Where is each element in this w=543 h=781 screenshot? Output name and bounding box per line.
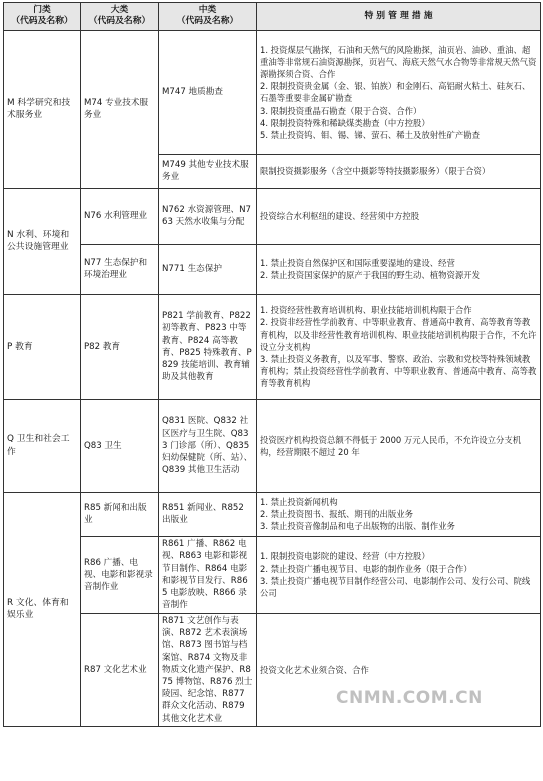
table-row [4,492,541,536]
category-zhong-cell: R861 广播、R862 电视、R863 电影和影视节目制作、R864 电影和影视节目发行、R865 电影放映、R866 录音制作 [159,536,257,613]
category-men-cell: R 文化、体育和娱乐业 [4,492,81,726]
watermark: CNMN.COM.CN [336,688,483,708]
table-row [4,188,541,244]
category-da-cell: M74 专业技术服务业 [81,30,159,188]
measure-line: 2. 禁止投资广播电视节目、电影的制作业务（限于合作） [260,563,472,574]
measure-line: 3. 禁止投资音像制品和电子出版物的出版、制作业务 [260,521,455,532]
category-men-cell: Q 卫生和社会工作 [4,399,81,492]
measure-line: 1. 投资经营性教育培训机构、职业技能培训机构限于合作 [260,305,472,316]
measure-line: 3. 禁止投资广播电视节目制作经营公司、电影制作公司、发行公司、院线公司 [260,575,531,599]
category-men-cell: N 水利、环境和公共设施管理业 [4,188,81,294]
category-zhong-cell: R851 新闻业、R852 出版业 [159,492,257,536]
measure-line: 投资文化艺术业须合资、合作 [260,664,369,675]
header-zhong: 中类 （代码及名称） [159,3,257,31]
category-zhong-cell: N762 水资源管理、N763 天然水收集与分配 [159,188,257,244]
category-da-cell: R87 文化艺术业 [81,613,159,726]
category-zhong-cell: Q831 医院、Q832 社区医疗与卫生院、Q833 门诊部（所）、Q835 妇幼保健院（所、站）、Q839 其他卫生活动 [159,399,257,492]
measure-line: 4. 限制投资特殊和稀缺煤类勘查（中方控股） [260,117,430,128]
category-da-cell: N76 水利管理业 [81,188,159,244]
table-row [4,244,541,294]
measures-cell [257,244,541,294]
header-da: 大类 （代码及名称） [81,3,159,31]
category-da-cell: P82 教育 [81,294,159,399]
measures-cell [257,613,541,726]
category-men-cell: M 科学研究和技术服务业 [4,30,81,188]
category-zhong-cell: M749 其他专业技术服务业 [159,154,257,188]
measure-line: 1. 限制投资电影院的建设、经营（中方控股） [260,551,430,562]
measure-line: 投资医疗机构投资总额不得低于 2000 万元人民币，不允许设立分支机构，经营期限不超过 20 年 [260,434,522,457]
category-zhong-cell: N771 生态保护 [159,244,257,294]
category-zhong-cell: R871 文艺创作与表演、R872 艺术表演场馆、R873 图书馆与档案馆、R874 文物及非物质文化遗产保护、R875 博物馆、R876 烈士陵园、纪念馆、R877 群众文化活动、R879 其他文化艺术业 [159,613,257,726]
category-zhong-cell: M747 地质勘查 [159,30,257,154]
measures-cell [257,154,541,188]
measure-line: 2. 禁止投资国家保护的原产于我国的野生动、植物资源开发 [260,270,481,281]
measure-line: 2. 限制投资贵金属（金、银、铂族）和金刚石、高铝耐火粘土、硅灰石、石墨等重要非金属矿勘查 [260,81,531,104]
measures-cell [257,536,541,613]
measure-line: 1. 投资煤层气勘探，石油和天然气的风险勘探，油页岩、油砂、重油、超重油等非常规石油资源勘探，页岩气、海底天然气水合物等非常规天然气资源勘探须合资、合作 [260,44,537,79]
table-row [4,30,541,154]
table-row [4,399,541,492]
measure-line: 3. 限制投资重晶石勘查（限于合资、合作） [260,105,422,116]
category-zhong-cell: P821 学前教育、P822 初等教育、P823 中等教育、P824 高等教育、P825 特殊教育、P829 技能培训、教育辅助及其他教育 [159,294,257,399]
table-row [4,294,541,399]
measure-line: 2. 禁止投资图书、报纸、期刊的出版业务 [260,509,414,520]
measure-line: 3. 禁止投资义务教育，以及军事、警察、政治、宗教和党校等特殊领域教育机构；禁止投资经营性学前教育、中等职业教育、普通高中教育、高等教育等教育机构 [260,353,537,389]
measure-line: 1. 禁止投资新闻机构 [260,497,338,508]
table-row [4,536,541,613]
measure-line: 限制投资摄影服务（含空中摄影等特技摄影服务）（限于合资） [260,166,491,177]
category-da-cell: R86 广播、电视、电影和影视录音制作业 [81,536,159,613]
category-men-cell: P 教育 [4,294,81,399]
header-men: 门类 （代码及名称） [4,3,81,31]
table-row [4,613,541,726]
header-measures: 特 别 管 理 措 施 [257,3,541,31]
category-da-cell: R85 新闻和出版业 [81,492,159,536]
measure-line: 5. 禁止投资钨、钼、锡、锑、萤石、稀土及放射性矿产勘查 [260,129,481,140]
measures-cell [257,294,541,399]
measures-cell [257,492,541,536]
measures-cell [257,399,541,492]
measure-line: 1. 禁止投资自然保护区和国际重要湿地的建设、经营 [260,258,455,269]
category-da-cell: Q83 卫生 [81,399,159,492]
table-header-row [4,3,541,31]
measure-line: 2. 投资非经营性学前教育、中等职业教育、普通高中教育、高等教育等教育机构，以及非经营性教育培训机构、职业技能培训机构限于合作，不允许设立分支机构 [260,317,537,352]
category-da-cell: N77 生态保护和环境治理业 [81,244,159,294]
measures-cell [257,30,541,154]
regulation-table [3,2,541,727]
measures-cell [257,188,541,244]
measure-line: 投资综合水利枢纽的建设、经营须中方控股 [260,211,420,222]
